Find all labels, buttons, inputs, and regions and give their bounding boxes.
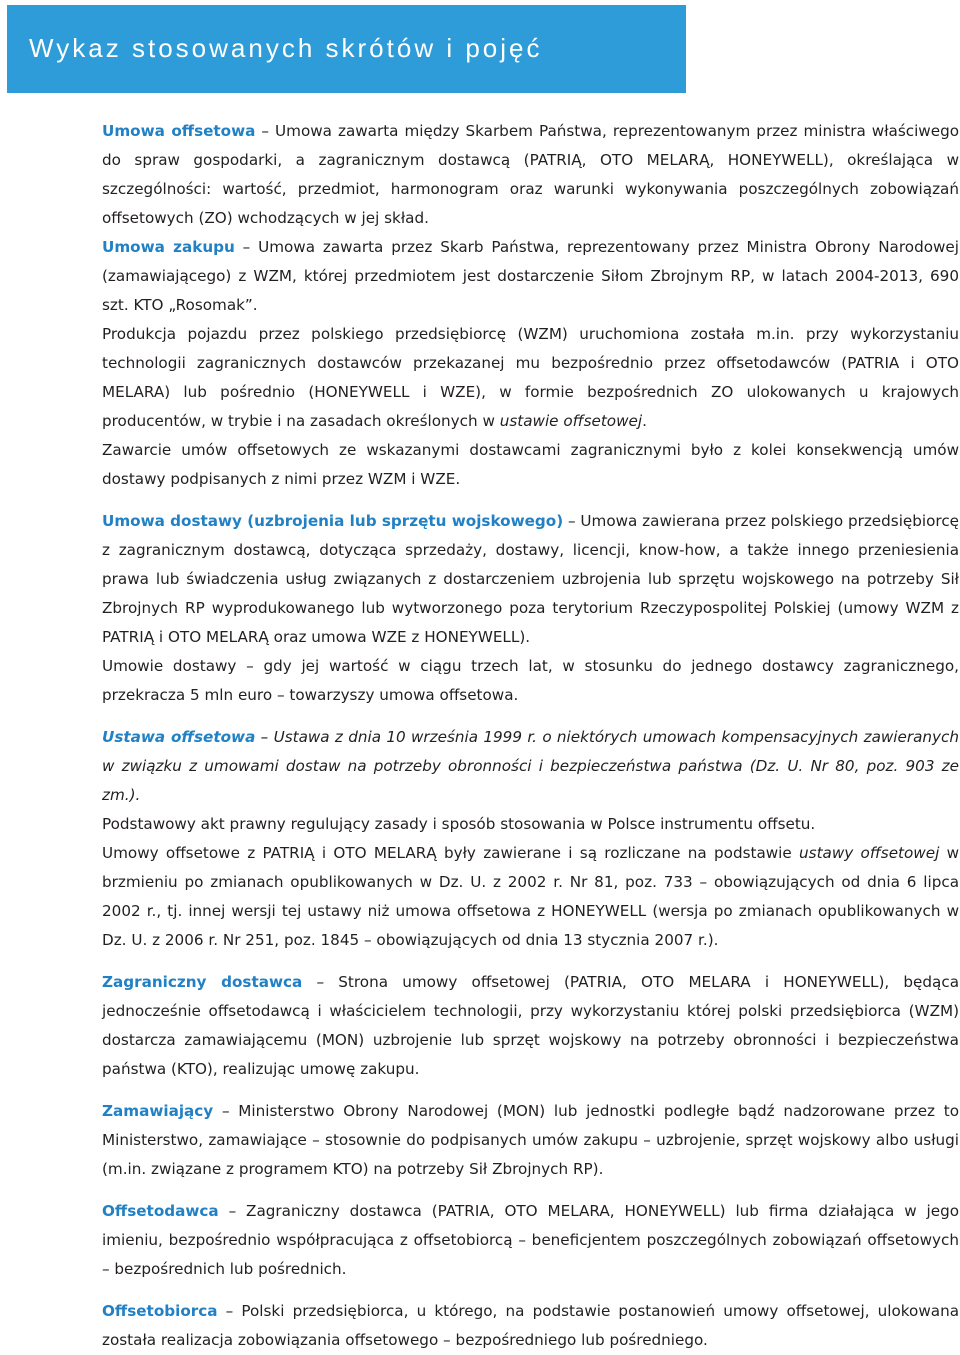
definition-text: – Umowa zawarta przez Skarb Państwa, reprezentowany przez Ministra Obrony Narodowej (zamawiającego) z WZM, której przedmiotem jest dostarczenie Siłom Zbrojnym RP, w latach 2004-2013, 690 szt. KTO „Rosomak”. [102, 238, 959, 314]
term-label: Ustawa offsetowa [102, 728, 256, 746]
definition-paragraph [102, 652, 959, 710]
definition-text: Podstawowy akt prawny regulujący zasady i sposób stosowania w Polsce instrumentu offsetu. [102, 815, 816, 833]
definition-text: – Strona umowy offsetowej (PATRIA, OTO MELARA i HONEYWELL), będąca jednocześnie offsetodawcą i właścicielem technologii, przy wykorzystaniu której polski przedsiębiorca (WZM) dostarcza zamawiającemu (MON) uzbrojenie lub sprzęt wojskowy na potrzeby obronności i bezpieczeństwa państwa (KTO), realizując umowę zakupu. [102, 973, 959, 1078]
entry-umowa-offsetowa [102, 117, 959, 233]
definition-text: . [642, 412, 647, 430]
definition-text: – Zagraniczny dostawca (PATRIA, OTO MELARA, HONEYWELL) lub firma działająca w jego imieniu, bezpośrednio współpracująca z offsetobiorcą – beneficjentem poszczególnych zobowiązań offsetowych – bezpośrednich lub pośrednich. [102, 1202, 960, 1278]
term-label: Offsetobiorca [102, 1302, 218, 1320]
entry-zamawiajacy [102, 1097, 959, 1184]
definition-text: – Umowa zawarta między Skarbem Państwa, reprezentowanym przez ministra właściwego do spraw gospodarki, a zagranicznym dostawcą (PATRIĄ, OTO MELARĄ, HONEYWELL), określająca w szczególności: wartość, przedmiot, harmonogram oraz warunki wykonywania poszczególnych zobowiązań offsetowych (ZO) wchodzących w jej skład. [102, 122, 960, 227]
definition-text: w brzmieniu po zmianach opublikowanych w Dz. U. z 2002 r. Nr 81, poz. 733 – obowiązujących od dnia 6 lipca 2002 r., tj. innej wersji tej ustawy niż umowa offsetowa z HONEYWELL (wersja po zmianach opublikowanych w Dz. U. z 2006 r. Nr 251, poz. 1845 – obowiązujących od dnia 13 stycznia 2007 r.). [102, 844, 960, 949]
entry-umowa-zakupu [102, 233, 959, 320]
term-label: Umowa offsetowa [102, 122, 256, 140]
glossary [102, 117, 959, 1355]
term-label: Zagraniczny dostawca [102, 973, 303, 991]
definition-text: – Umowa zawierana przez polskiego przedsiębiorcę z zagranicznym dostawcą, dotycząca sprzedaży, dostawy, licencji, know-how, a także innego przeniesienia prawa lub świadczenia usług związanych z dostarczeniem uzbrojenia lub sprzętu wojskowego na potrzeby Sił Zbrojnych RP wyprodukowanego lub wytworzonego poza terytorium Rzeczypospolitej Polskiej (umowy WZM z PATRIĄ i OTO MELARĄ oraz umowa WZE z HONEYWELL). [102, 512, 960, 646]
entry-ustawa-offsetowa [102, 723, 959, 810]
definition-text: Umowie dostawy – gdy jej wartość w ciągu trzech lat, w stosunku do jednego dostawcy zagranicznego, przekracza 5 mln euro – towarzyszy umowa offsetowa. [102, 657, 959, 704]
definition-paragraph [102, 320, 959, 436]
page-title: Wykaz stosowanych skrótów i pojęć [29, 33, 543, 63]
definition-italic: ustawy offsetowej [799, 844, 940, 862]
entry-offsetobiorca [102, 1297, 959, 1355]
definition-italic: – Ustawa z dnia 10 września 1999 r. o niektórych umowach kompensacyjnych zawieranych w związku z umowami dostaw na potrzeby obronności i bezpieczeństwa państwa (Dz. U. Nr 80, poz. 903 ze zm.). [102, 728, 960, 804]
entry-umowa-dostawy [102, 507, 959, 652]
term-label: Zamawiający [102, 1102, 214, 1120]
term-label: Offsetodawca [102, 1202, 219, 1220]
definition-text: Produkcja pojazdu przez polskiego przedsiębiorcę (WZM) uruchomiona została m.in. przy wykorzystaniu technologii zagranicznych dostawców przekazanej mu bezpośrednio przez offsetodawców (PATRIA i OTO MELARA) lub pośrednio (HONEYWELL i WZE), w formie bezpośrednich ZO ulokowanych u krajowych producentów, w trybie i na zasadach określonych w [102, 325, 959, 430]
term-label: Umowa zakupu [102, 238, 235, 256]
entry-zagraniczny-dostawca [102, 968, 959, 1084]
definition-paragraph [102, 839, 959, 955]
term-label: Umowa dostawy (uzbrojenia lub sprzętu wojskowego) [102, 512, 564, 530]
definition-text: Zawarcie umów offsetowych ze wskazanymi dostawcami zagranicznymi było z kolei konsekwencją umów dostawy podpisanych z nimi przez WZM i WZE. [102, 441, 959, 488]
definition-paragraph [102, 810, 959, 839]
entry-offsetodawca [102, 1197, 959, 1284]
header-bar [7, 5, 686, 93]
definition-text: – Ministerstwo Obrony Narodowej (MON) lub jednostki podległe bądź nadzorowane przez to Ministerstwo, zamawiające – stosownie do podpisanych umów zakupu – uzbrojenie, sprzęt wojskowy albo usługi (m.in. związane z programem KTO) na potrzeby Sił Zbrojnych RP). [102, 1102, 960, 1178]
definition-text: – Polski przedsiębiorca, u którego, na podstawie postanowień umowy offsetowej, ulokowana została realizacja zobowiązania offsetowego – bezpośredniego lub pośredniego. [102, 1302, 960, 1349]
definition-italic: ustawie offsetowej [499, 412, 643, 430]
definition-text: Umowy offsetowe z PATRIĄ i OTO MELARĄ były zawierane i są rozliczane na podstawie [102, 844, 800, 862]
definition-paragraph [102, 436, 959, 494]
